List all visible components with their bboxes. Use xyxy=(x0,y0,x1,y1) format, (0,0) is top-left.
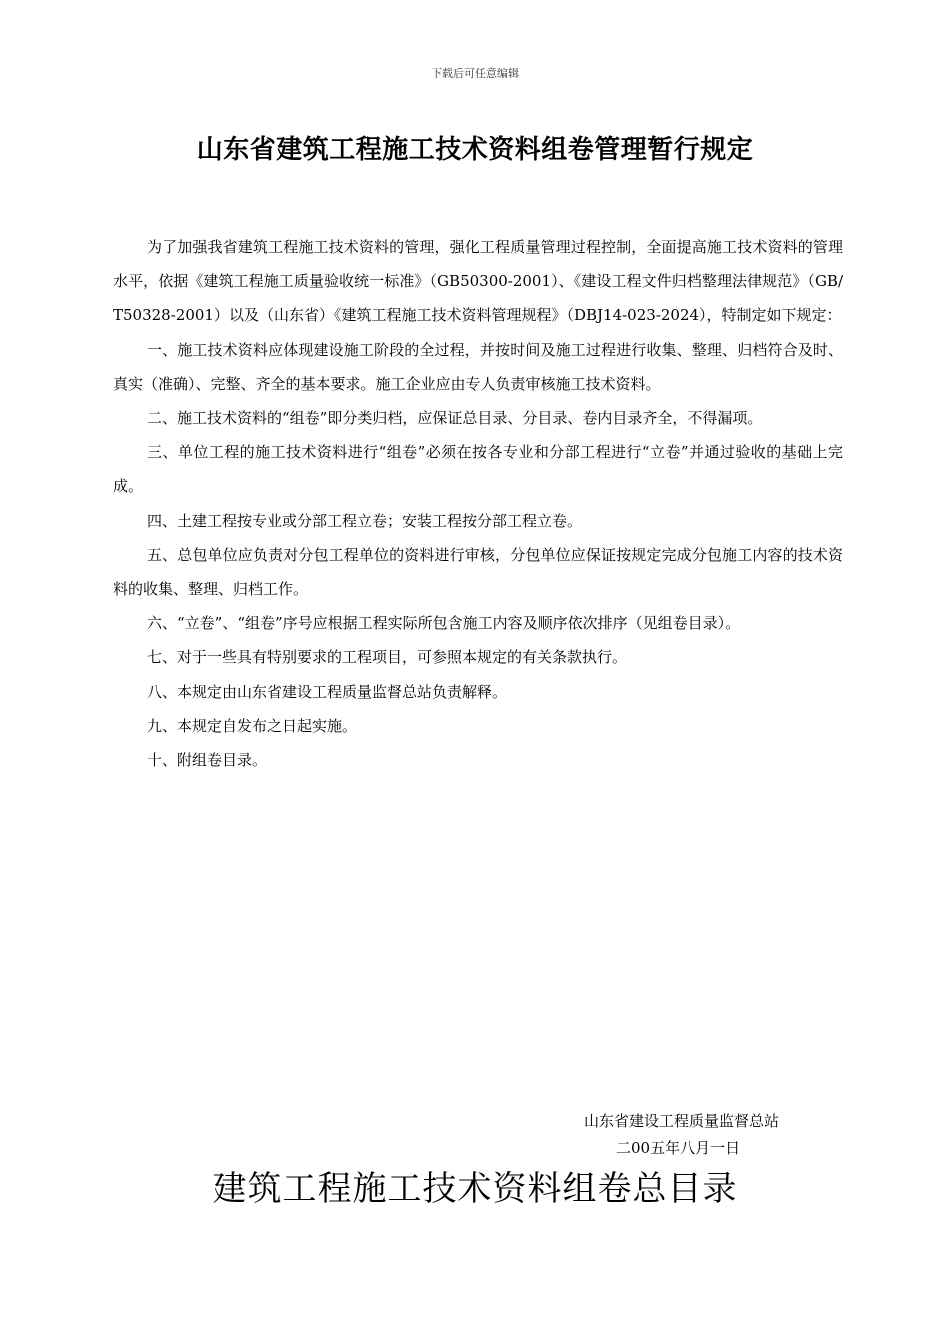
clause-10: 十、附组卷目录。 xyxy=(147,751,268,770)
clause-7: 七、对于一些具有特别要求的工程项目，可参照本规定的有关条款执行。 xyxy=(147,648,628,667)
clause-1: 一、施工技术资料应体现建设施工阶段的全过程，并按时间及施工过程进行收集、整理、归档符合及时、真实（准确）、完整、齐全的基本要求。施工企业应由专人负责审核施工技术资料。 xyxy=(113,340,843,393)
section-title: 建筑工程施工技术资料组卷总目录 xyxy=(212,1169,738,1209)
clause-9: 九、本规定自发布之日起实施。 xyxy=(147,716,358,735)
issue-date: 二00五年八月一日 xyxy=(616,1139,741,1157)
clause-8: 八、本规定由山东省建设工程质量监督总站负责解释。 xyxy=(147,682,508,701)
clause-2: 二、施工技术资料的“组卷”即分类归档，应保证总目录、分目录、卷内目录齐全，不得漏项。 xyxy=(147,409,763,428)
issuer-signature: 山东省建设工程质量监督总站 xyxy=(584,1112,780,1130)
intro-paragraph: 为了加强我省建筑工程施工技术资料的管理，强化工程质量管理过程控制，全面提高施工技术资料的管理水平，依据《建筑工程施工质量验收统一标准》（GB50300-2001）、《建设工程文件归档整理法律规范》（GB/T50328-2001）以及（山东省）《建筑工程施工技术资料管理规程》（DBJ14-023-2024），特制定如下规定： xyxy=(113,238,843,325)
document-title: 山东省建筑工程施工技术资料组卷管理暂行规定 xyxy=(196,135,754,165)
clause-3: 三、单位工程的施工技术资料进行“组卷”必须在按各专业和分部工程进行“立卷”并通过验收的基础上完成。 xyxy=(113,443,843,496)
clause-4: 四、土建工程按专业或分部工程立卷；安装工程按分部工程立卷。 xyxy=(147,511,583,530)
document-body xyxy=(113,230,843,777)
clause-5: 五、总包单位应负责对分包工程单位的资料进行审核，分包单位应保证按规定完成分包施工内容的技术资料的收集、整理、归档工作。 xyxy=(113,545,843,599)
header-note: 下载后可任意编辑 xyxy=(431,67,519,80)
clause-6: 六、“立卷”、“组卷”序号应根据工程实际所包含施工内容及顺序依次排序（见组卷目录）。 xyxy=(147,614,741,633)
